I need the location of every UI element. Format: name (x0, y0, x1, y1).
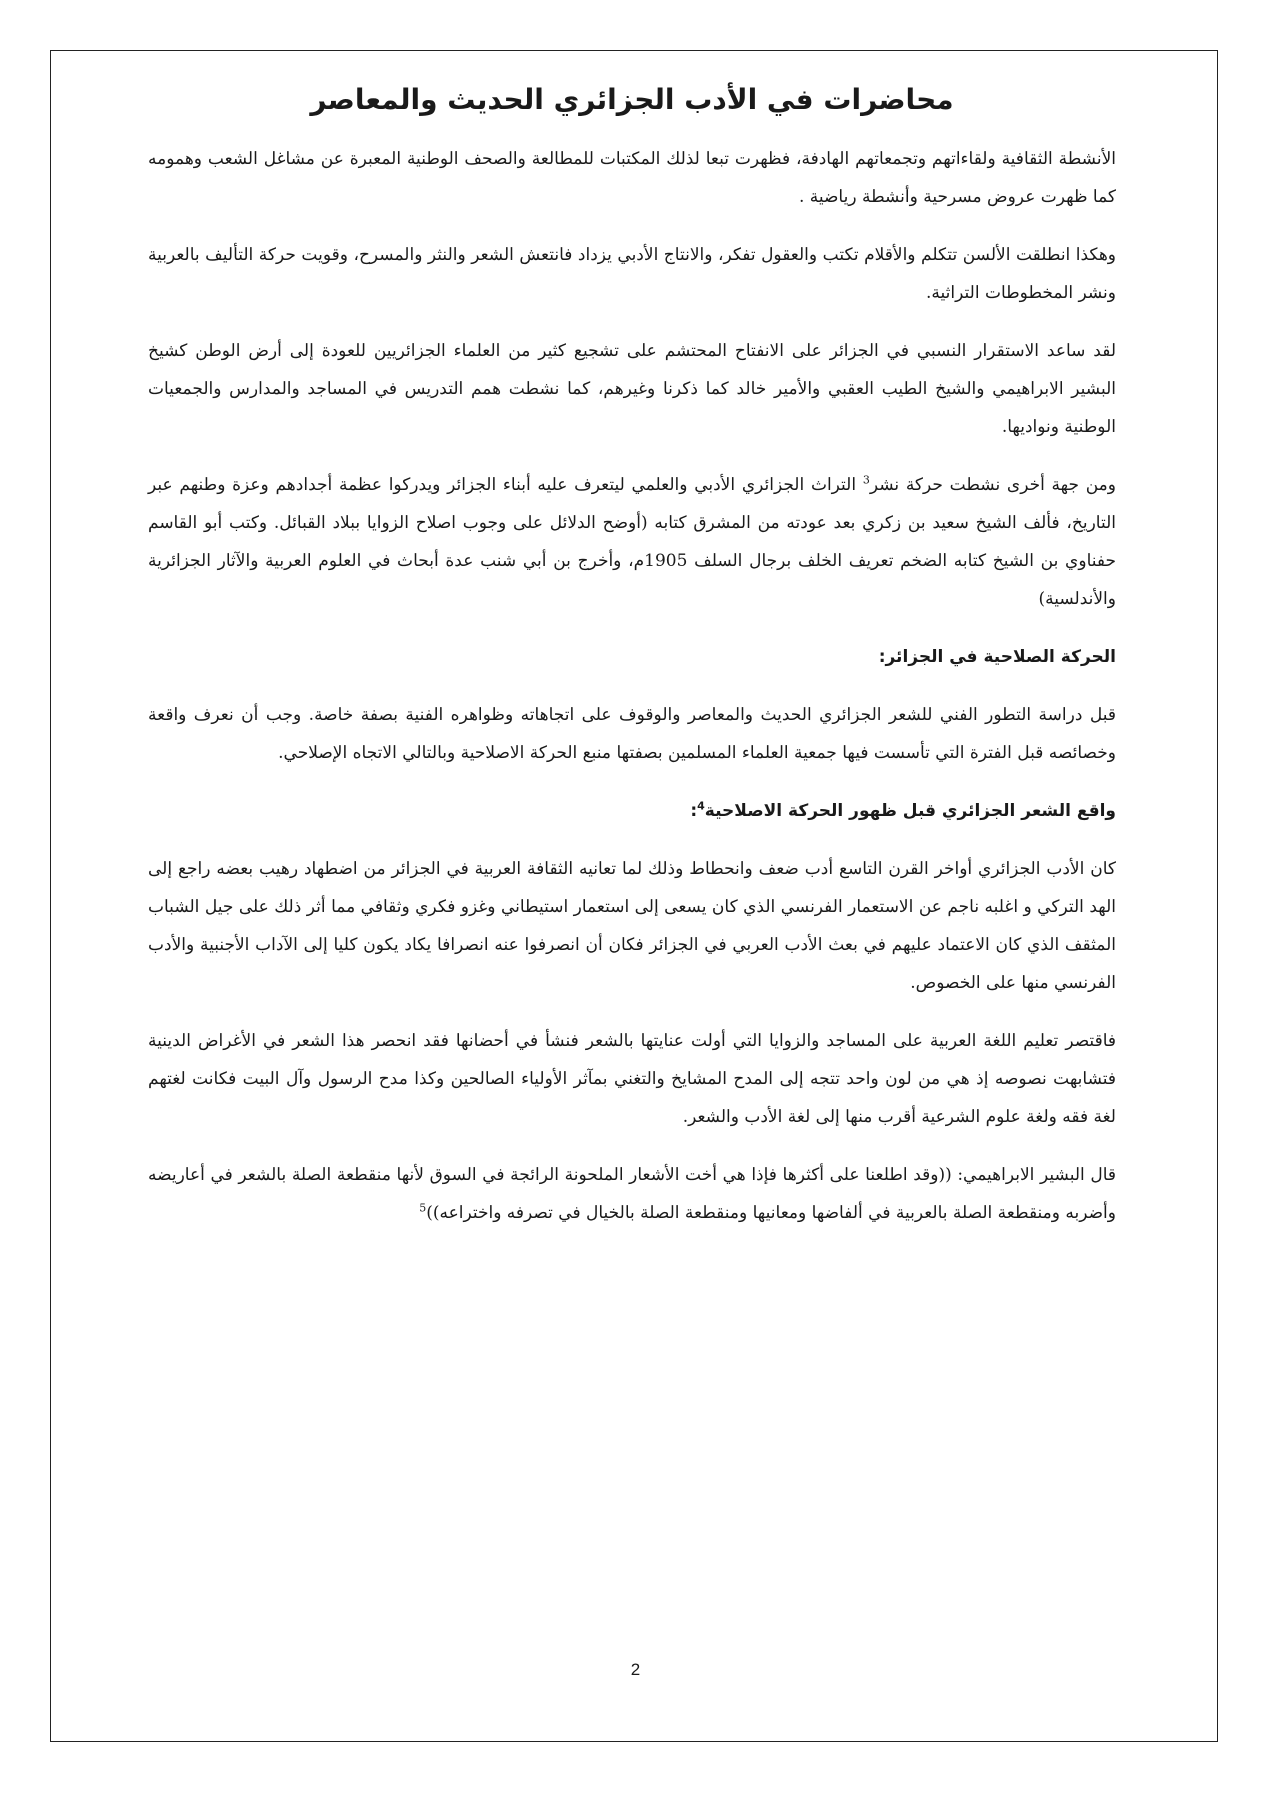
section-heading-colon: : (690, 801, 698, 821)
paragraph-7: فاقتصر تعليم اللغة العربية على المساجد والزوايا التي أولت عنايتها بالشعر فنشأ في أحضانها فقد انحصر هذا الشعر في الأغراض الدينية فتشابهت نصوصه إذ هي من لون واحد تتجه إلى المدح المشايخ والتغني بمآثر الأولياء الصالحين وكذا مدح الرسول وآل البيت فكانت لغتهم لغة فقه ولغة علوم الشرعية أقرب منها إلى لغة الأدب والشعر. (148, 1031, 1116, 1127)
page-title: محاضرات في الأدب الجزائري الحديث والمعاصر (310, 83, 954, 116)
paragraph-6: كان الأدب الجزائري أواخر القرن التاسع أدب ضعف وانحطاط وذلك لما تعانيه الثقافة العربية في الجزائر من اضطهاد رهيب بعضه راجع إلى الهد التركي و اغلبه ناجم عن الاستعمار الفرنسي الذي كان يسعى إلى استعمار استيطاني وغزو فكري وثقافي مما أثر ذلك على جيل الشباب المثقف الذي كان الاعتماد عليهم في بعث الأدب العربي في الجزائر فكان أن انصرفوا عنه انصرافا يكاد يكون كليا إلى الآداب الأجنبية والأدب الفرنسي منها على الخصوص. (148, 859, 1116, 993)
paragraph-1: الأنشطة الثقافية ولقاءاتهم وتجمعاتهم الهادفة، فظهرت تبعا لذلك المكتبات للمطالعة والصحف الوطنية المعبرة عن مشاغل الشعب وهمومه كما ظهرت عروض مسرحية وأنشطة رياضية . (148, 149, 1116, 207)
footnote-ref-5[interactable]: 5 (419, 1201, 427, 1215)
section-heading-poetry-reality (148, 792, 1116, 830)
footnote-ref-3[interactable]: 3 (862, 473, 870, 487)
quote-text: قال البشير الابراهيمي: ((وقد اطلعنا على أكثرها فإذا هي أخت الأشعار الملحونة الرائجة في السوق لأنها منقطعة الصلة بالشعر في أعاريضه وأضربه ومنقطعة الصلة بالعربية في ألفاضها ومعانيها ومنقطعة الصلة بالخيال في تصرفه واختراعه)) (148, 1165, 1116, 1223)
paragraph-8-quote (148, 1156, 1116, 1232)
footnote-ref-4[interactable]: 4 (697, 799, 705, 813)
paragraph-4-start: ومن جهة أخرى نشطت حركة نشر (869, 475, 1116, 495)
section-heading-text: واقع الشعر الجزائري قبل ظهور الحركة الاصلاحية (704, 801, 1116, 821)
page-number: 2 (630, 1660, 641, 1679)
section-heading-reform-movement: الحركة الصلاحية في الجزائر: (878, 647, 1116, 667)
paragraph-4 (148, 466, 1116, 618)
page-content (148, 74, 1116, 1252)
paragraph-3: لقد ساعد الاستقرار النسبي في الجزائر على الانفتاح المحتشم على تشجيع كثير من العلماء الجزائريين للعودة إلى أرض الوطن كشيخ البشير الابراهيمي والشيخ الطيب العقبي والأمير خالد كما ذكرنا وغيرهم، كما نشطت همم التدريس في المساجد والمدارس والجمعيات الوطنية ونواديها. (148, 341, 1116, 437)
paragraph-5: قبل دراسة التطور الفني للشعر الجزائري الحديث والمعاصر والوقوف على اتجاهاته وظواهره الفنية بصفة خاصة. وجب أن نعرف واقعة وخصائصه قبل الفترة التي تأسست فيها جمعية العلماء المسلمين بصفتها منبع الحركة الاصلاحية وبالتالي الاتجاه الإصلاحي. (148, 705, 1116, 763)
paragraph-4-rest: التراث الجزائري الأدبي والعلمي ليتعرف عليه أبناء الجزائر ويدركوا عظمة أجدادهم وعزة وطنهم عبر التاريخ، فألف الشيخ سعيد بن زكري بعد عودته من المشرق كتابه (أوضح الدلائل على وجوب اصلاح الزوايا ببلاد القبائل. وكتب أبو القاسم حفناوي بن الشيخ كتابه الضخم تعريف الخلف برجال السلف 1905م، وأخرج بن أبي شنب عدة أبحاث في العلوم العربية والآثار الجزائرية والأندلسية) (148, 475, 1116, 609)
paragraph-2: وهكذا انطلقت الألسن تتكلم والأقلام تكتب والعقول تفكر، والانتاج الأدبي يزداد فانتعش الشعر والنثر والمسرح، وقويت حركة التأليف بالعربية ونشر المخطوطات التراثية. (148, 245, 1116, 303)
